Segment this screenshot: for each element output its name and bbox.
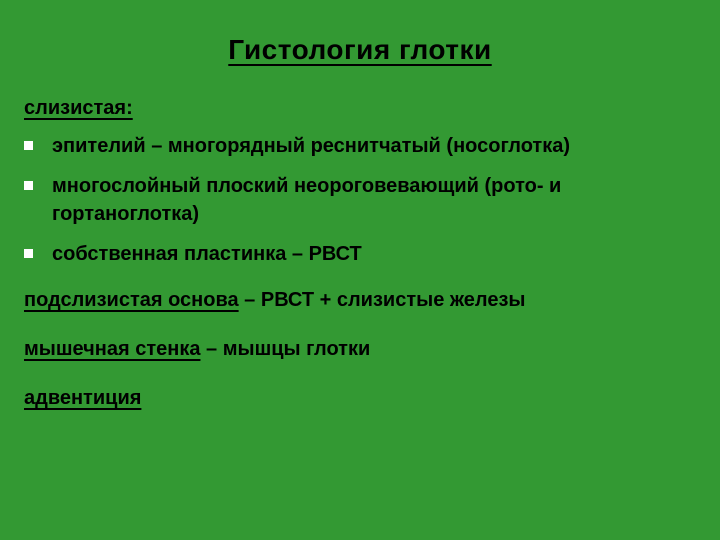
list-item-text: многослойный плоский неороговевающий (рото- и гортаноглотка) (52, 175, 562, 225)
list-item-text: эпителий – многорядный реснитчатый (носоглотка) (52, 135, 571, 157)
square-bullet-icon (24, 181, 33, 190)
submucosa-desc: – РВСТ + слизистые железы (238, 289, 526, 311)
square-bullet-icon (24, 249, 33, 258)
adventitia-term: адвентиция (24, 387, 142, 409)
muscular-desc: – мышцы глотки (200, 338, 371, 360)
mucosa-heading-label: слизистая: (24, 97, 133, 119)
list-item-text: собственная пластинка – РВСТ (52, 243, 362, 265)
list-item (24, 132, 694, 160)
list-item (24, 172, 694, 228)
muscular-line (24, 335, 694, 363)
muscular-term: мышечная стенка (24, 338, 201, 360)
list-item (24, 240, 694, 268)
adventitia-line (24, 384, 694, 412)
submucosa-term: подслизистая основа (24, 289, 239, 311)
slide-content (24, 94, 694, 433)
square-bullet-icon (24, 141, 33, 150)
slide-title: Гистология глотки (228, 34, 492, 65)
mucosa-bullet-list (24, 132, 694, 268)
mucosa-heading (24, 94, 694, 122)
submucosa-line (24, 286, 694, 314)
